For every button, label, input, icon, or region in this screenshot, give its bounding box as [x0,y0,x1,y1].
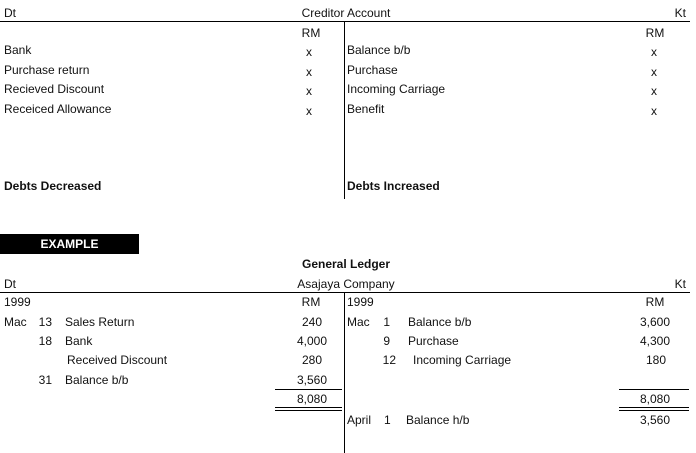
ledger-credit-month: Mac [347,315,370,329]
ledger-debit-label: Bank [65,334,93,348]
ledger-credit-label: Balance b/b [408,315,472,329]
ledger-credit-label: Purchase [408,334,459,348]
ledger-closing-month: April [347,413,372,427]
creditor-credit-amount: x [651,45,657,59]
ledger-kt-label: Kt [674,277,686,291]
creditor-debit-item: Recieved Discount [4,82,105,96]
credit-total-rule-top [619,389,689,390]
creditor-credit-item: Incoming Carriage [347,82,446,96]
creditor-top-rule [0,21,690,22]
creditor-account-title: Creditor Account [301,6,391,20]
ledger-credit-day: 9 [383,334,390,348]
debit-total-rule-bottom [275,407,342,408]
ledger-debit-label: Balance b/b [65,373,129,387]
example-banner: EXAMPLE [0,234,139,254]
creditor-center-divider [344,21,345,199]
ledger-credit-total: 8,080 [639,392,670,406]
creditor-credit-item: Balance b/b [347,43,411,57]
creditor-credit-amount: x [651,104,657,118]
creditor-credit-amount: x [651,65,657,79]
creditor-debit-amount: x [306,104,312,118]
ledger-debit-amount: 3,560 [296,373,327,387]
creditor-kt-label: Kt [674,6,686,20]
ledger-credit-day: 12 [382,353,396,367]
creditor-debit-amount: x [306,65,312,79]
ledger-debit-month: Mac [4,315,27,329]
ledger-rm-right: RM [645,295,665,309]
ledger-company-name: Asajaya Company [297,277,395,291]
debts-increased-label: Debts Increased [347,179,440,193]
credit-total-rule-bottom [619,407,689,408]
debit-total-rule-double [275,410,342,411]
creditor-debit-amount: x [306,84,312,98]
ledger-debit-day: 31 [38,373,52,387]
creditor-credit-item: Purchase [347,63,398,77]
ledger-credit-amount: 3,600 [639,315,670,329]
creditor-debit-item: Bank [4,43,32,57]
ledger-dt-label: Dt [4,277,16,291]
ledger-year-right: 1999 [347,295,374,309]
creditor-debit-amount: x [306,45,312,59]
ledger-debit-label: Sales Return [65,315,135,329]
ledger-debit-day: 18 [38,334,52,348]
creditor-credit-amount: x [651,84,657,98]
creditor-dt-label: Dt [4,6,16,20]
ledger-center-divider [344,292,345,453]
ledger-debit-amount: 280 [301,353,322,367]
creditor-debit-item: Receiced Allowance [4,102,112,116]
ledger-closing-label: Balance h/b [406,413,470,427]
ledger-rm-left: RM [301,295,321,309]
ledger-closing-amount: 3,560 [639,413,670,427]
ledger-debit-amount: 4,000 [296,334,327,348]
ledger-closing-day: 1 [384,413,391,427]
general-ledger-title: General Ledger [301,257,391,271]
creditor-debit-item: Purchase return [4,63,90,77]
ledger-top-rule [0,292,690,293]
ledger-debit-total: 8,080 [296,392,327,406]
ledger-debit-day: 13 [38,315,52,329]
ledger-credit-label: Incoming Carriage [413,353,512,367]
creditor-credit-item: Benefit [347,102,385,116]
ledger-credit-day: 1 [383,315,390,329]
ledger-year-left: 1999 [4,295,31,309]
credit-total-rule-double [619,410,689,411]
ledger-debit-label: Received Discount [67,353,168,367]
creditor-rm-right: RM [645,26,665,40]
creditor-rm-left: RM [301,26,321,40]
ledger-debit-amount: 240 [301,315,322,329]
ledger-credit-amount: 4,300 [639,334,670,348]
ledger-credit-amount: 180 [645,353,666,367]
debts-decreased-label: Debts Decreased [4,179,102,193]
debit-total-rule-top [275,389,342,390]
